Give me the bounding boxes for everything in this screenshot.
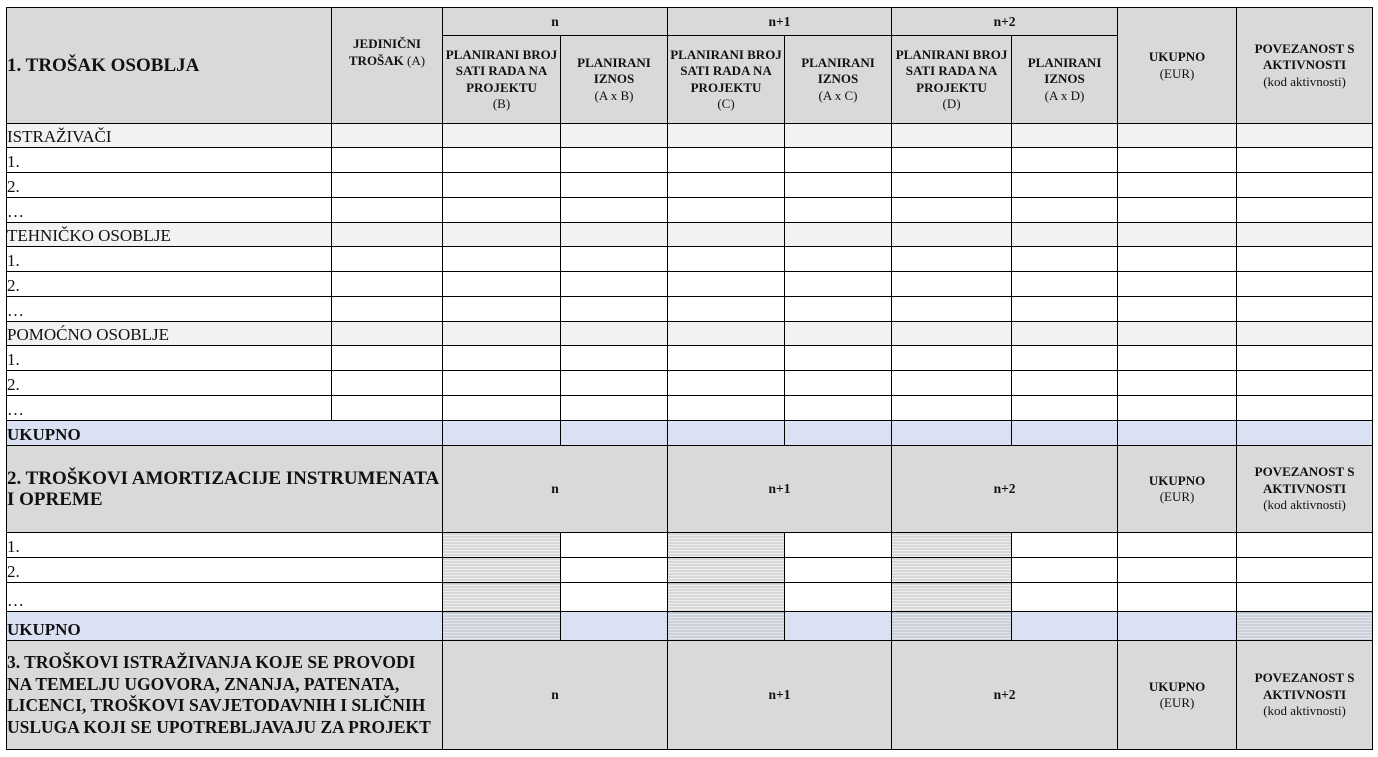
planned-amount-formula: (A x B) bbox=[594, 87, 634, 103]
row-label: 1. bbox=[7, 247, 332, 272]
input-cell[interactable] bbox=[1012, 198, 1118, 223]
group-label: ISTRAŽIVAČI bbox=[7, 124, 332, 148]
input-cell[interactable] bbox=[892, 272, 1012, 297]
disabled-cell bbox=[443, 583, 561, 612]
group-cell[interactable] bbox=[785, 223, 892, 247]
input-cell[interactable] bbox=[668, 198, 785, 223]
input-cell[interactable] bbox=[785, 247, 892, 272]
input-cell[interactable] bbox=[1118, 558, 1237, 583]
input-cell[interactable] bbox=[1237, 148, 1373, 173]
planned-amount-label: PLANIRANI IZNOS bbox=[801, 54, 875, 87]
total-cell[interactable] bbox=[1237, 421, 1373, 446]
planned-hours-code: (C) bbox=[717, 96, 735, 111]
input-cell[interactable] bbox=[892, 346, 1012, 371]
input-cell[interactable] bbox=[332, 346, 443, 371]
section2-total-row bbox=[7, 612, 1373, 641]
planned-amount-header-2 bbox=[1012, 36, 1118, 124]
activity-link-label: POVEZANOST S AKTIVNOSTI bbox=[1254, 670, 1355, 702]
planned-hours-header-1 bbox=[668, 36, 785, 124]
table-row bbox=[7, 583, 1373, 612]
input-cell[interactable] bbox=[332, 396, 443, 421]
input-cell[interactable] bbox=[1237, 558, 1373, 583]
input-cell[interactable] bbox=[332, 173, 443, 198]
input-cell[interactable] bbox=[561, 272, 668, 297]
input-cell[interactable] bbox=[785, 558, 892, 583]
group-cell[interactable] bbox=[1118, 124, 1237, 148]
group-cell[interactable] bbox=[668, 322, 785, 346]
input-cell[interactable] bbox=[1237, 396, 1373, 421]
input-cell[interactable] bbox=[785, 396, 892, 421]
total-cell[interactable] bbox=[1118, 612, 1237, 641]
section3-total-header bbox=[1118, 641, 1237, 750]
row-label: … bbox=[7, 583, 443, 612]
disabled-cell bbox=[668, 612, 785, 641]
section2-total-header bbox=[1118, 446, 1237, 533]
total-cell[interactable] bbox=[443, 421, 561, 446]
disabled-cell bbox=[443, 612, 561, 641]
planned-amount-label: PLANIRANI IZNOS bbox=[577, 54, 651, 87]
year-header-2: n+2 bbox=[892, 8, 1118, 36]
table-row bbox=[7, 247, 1373, 272]
input-cell[interactable] bbox=[1118, 297, 1237, 322]
table-row bbox=[7, 272, 1373, 297]
planned-amount-header-1 bbox=[785, 36, 892, 124]
input-cell[interactable] bbox=[1012, 371, 1118, 396]
planned-hours-header-0 bbox=[443, 36, 561, 124]
activity-link-sub: (kod aktivnosti) bbox=[1263, 73, 1346, 89]
disabled-cell bbox=[668, 583, 785, 612]
input-cell[interactable] bbox=[892, 173, 1012, 198]
input-cell[interactable] bbox=[785, 173, 892, 198]
input-cell[interactable] bbox=[332, 272, 443, 297]
section3-year-header-2: n+2 bbox=[892, 641, 1118, 750]
input-cell[interactable] bbox=[332, 198, 443, 223]
group-cell[interactable] bbox=[785, 124, 892, 148]
planned-amount-header-0 bbox=[561, 36, 668, 124]
section3-activity-link-header bbox=[1237, 641, 1373, 750]
group-cell[interactable] bbox=[332, 124, 443, 148]
section2-year-header-0: n bbox=[443, 446, 668, 533]
group-cell[interactable] bbox=[443, 124, 561, 148]
input-cell[interactable] bbox=[1237, 247, 1373, 272]
input-cell[interactable] bbox=[1118, 583, 1237, 612]
input-cell[interactable] bbox=[668, 148, 785, 173]
section3-header-row bbox=[7, 641, 1373, 750]
activity-link-label: POVEZANOST S AKTIVNOSTI bbox=[1254, 40, 1355, 73]
input-cell[interactable] bbox=[561, 371, 668, 396]
input-cell[interactable] bbox=[1012, 396, 1118, 421]
planned-amount-formula: (A x D) bbox=[1044, 87, 1085, 103]
section2-year-header-1: n+1 bbox=[668, 446, 892, 533]
input-cell[interactable] bbox=[1237, 272, 1373, 297]
group-row bbox=[7, 322, 1373, 346]
table-row bbox=[7, 148, 1373, 173]
input-cell[interactable] bbox=[1012, 148, 1118, 173]
row-label: … bbox=[7, 297, 332, 322]
group-cell[interactable] bbox=[443, 223, 561, 247]
group-cell[interactable] bbox=[1237, 223, 1373, 247]
group-cell[interactable] bbox=[1012, 124, 1118, 148]
input-cell[interactable] bbox=[332, 247, 443, 272]
section2-total-label: UKUPNO bbox=[7, 612, 443, 641]
disabled-cell bbox=[892, 583, 1012, 612]
input-cell[interactable] bbox=[561, 247, 668, 272]
input-cell[interactable] bbox=[1118, 198, 1237, 223]
section3-year-header-0: n bbox=[443, 641, 668, 750]
input-cell[interactable] bbox=[561, 396, 668, 421]
budget-table bbox=[6, 7, 1373, 750]
input-cell[interactable] bbox=[785, 297, 892, 322]
planned-hours-label: PLANIRANI BROJ SATI RADA NA PROJEKTU bbox=[895, 46, 1008, 95]
total-cell[interactable] bbox=[1012, 612, 1118, 641]
disabled-cell bbox=[443, 558, 561, 583]
group-row bbox=[7, 223, 1373, 247]
input-cell[interactable] bbox=[785, 583, 892, 612]
planned-hours-code: (B) bbox=[492, 96, 511, 111]
group-cell[interactable] bbox=[668, 223, 785, 247]
activity-link-header bbox=[1237, 8, 1373, 124]
row-label: 1. bbox=[7, 346, 332, 371]
input-cell[interactable] bbox=[1237, 371, 1373, 396]
input-cell[interactable] bbox=[892, 371, 1012, 396]
group-cell[interactable] bbox=[332, 223, 443, 247]
input-cell[interactable] bbox=[892, 396, 1012, 421]
input-cell[interactable] bbox=[443, 346, 561, 371]
input-cell[interactable] bbox=[668, 247, 785, 272]
table-row bbox=[7, 346, 1373, 371]
input-cell[interactable] bbox=[1237, 173, 1373, 198]
planned-hours-header-2 bbox=[892, 36, 1012, 124]
group-cell[interactable] bbox=[561, 322, 668, 346]
input-cell[interactable] bbox=[1237, 583, 1373, 612]
year-header-1: n+1 bbox=[668, 8, 892, 36]
input-cell[interactable] bbox=[1118, 533, 1237, 558]
group-cell[interactable] bbox=[1012, 223, 1118, 247]
table-row bbox=[7, 396, 1373, 421]
input-cell[interactable] bbox=[1012, 247, 1118, 272]
input-cell[interactable] bbox=[443, 247, 561, 272]
section1-title: 1. TROŠAK OSOBLJA bbox=[7, 8, 332, 124]
row-label: 2. bbox=[7, 558, 443, 583]
row-label: 2. bbox=[7, 371, 332, 396]
input-cell[interactable] bbox=[785, 533, 892, 558]
total-unit: (EUR) bbox=[1159, 695, 1195, 710]
row-label: … bbox=[7, 198, 332, 223]
input-cell[interactable] bbox=[1012, 533, 1118, 558]
input-cell[interactable] bbox=[892, 198, 1012, 223]
section2-header-row bbox=[7, 446, 1373, 533]
total-cell[interactable] bbox=[892, 421, 1012, 446]
input-cell[interactable] bbox=[1118, 173, 1237, 198]
input-cell[interactable] bbox=[892, 148, 1012, 173]
group-cell[interactable] bbox=[892, 223, 1012, 247]
total-unit: (EUR) bbox=[1159, 489, 1195, 504]
input-cell[interactable] bbox=[443, 198, 561, 223]
planned-hours-label: PLANIRANI BROJ SATI RADA NA PROJEKTU bbox=[445, 46, 558, 95]
input-cell[interactable] bbox=[785, 272, 892, 297]
planned-hours-label: PLANIRANI BROJ SATI RADA NA PROJEKTU bbox=[670, 46, 782, 95]
group-cell[interactable] bbox=[332, 322, 443, 346]
input-cell[interactable] bbox=[892, 297, 1012, 322]
total-label: UKUPNO bbox=[1148, 472, 1206, 488]
input-cell[interactable] bbox=[668, 396, 785, 421]
unit-cost-label: JEDINIČNI TROŠAK bbox=[348, 36, 421, 68]
planned-amount-label: PLANIRANI IZNOS bbox=[1027, 54, 1102, 87]
total-cell[interactable] bbox=[785, 421, 892, 446]
input-cell[interactable] bbox=[561, 297, 668, 322]
input-cell[interactable] bbox=[1012, 346, 1118, 371]
group-cell[interactable] bbox=[892, 124, 1012, 148]
input-cell[interactable] bbox=[561, 346, 668, 371]
input-cell[interactable] bbox=[1118, 272, 1237, 297]
row-label: 2. bbox=[7, 272, 332, 297]
section1-header-row-years bbox=[7, 8, 1373, 36]
planned-amount-formula: (A x C) bbox=[818, 87, 858, 103]
input-cell[interactable] bbox=[1237, 297, 1373, 322]
input-cell[interactable] bbox=[561, 173, 668, 198]
disabled-cell bbox=[668, 558, 785, 583]
row-label: 1. bbox=[7, 533, 443, 558]
input-cell[interactable] bbox=[443, 371, 561, 396]
table-row bbox=[7, 371, 1373, 396]
input-cell[interactable] bbox=[332, 371, 443, 396]
input-cell[interactable] bbox=[1012, 173, 1118, 198]
total-unit: (EUR) bbox=[1159, 65, 1195, 81]
total-label: UKUPNO bbox=[1148, 678, 1206, 694]
row-label: 1. bbox=[7, 148, 332, 173]
disabled-cell bbox=[1237, 612, 1373, 641]
disabled-cell bbox=[892, 533, 1012, 558]
section1-total-row bbox=[7, 421, 1373, 446]
input-cell[interactable] bbox=[1118, 346, 1237, 371]
group-cell[interactable] bbox=[1237, 124, 1373, 148]
year-header-0: n bbox=[443, 8, 668, 36]
table-row bbox=[7, 558, 1373, 583]
input-cell[interactable] bbox=[332, 148, 443, 173]
total-label: UKUPNO bbox=[1148, 49, 1206, 64]
input-cell[interactable] bbox=[1012, 558, 1118, 583]
activity-link-sub: (kod aktivnosti) bbox=[1263, 703, 1346, 719]
group-label: TEHNIČKO OSOBLJE bbox=[7, 223, 332, 247]
group-row bbox=[7, 124, 1373, 148]
group-cell[interactable] bbox=[668, 124, 785, 148]
input-cell[interactable] bbox=[332, 297, 443, 322]
table-row bbox=[7, 198, 1373, 223]
input-cell[interactable] bbox=[668, 297, 785, 322]
row-label: … bbox=[7, 396, 332, 421]
input-cell[interactable] bbox=[561, 198, 668, 223]
input-cell[interactable] bbox=[1237, 346, 1373, 371]
row-label: 2. bbox=[7, 173, 332, 198]
input-cell[interactable] bbox=[785, 371, 892, 396]
group-label: POMOĆNO OSOBLJE bbox=[7, 322, 332, 346]
input-cell[interactable] bbox=[1237, 533, 1373, 558]
input-cell[interactable] bbox=[1118, 371, 1237, 396]
section3-title: 3. TROŠKOVI ISTRAŽIVANJA KOJE SE PROVODI NA TEMELJU UGOVORA, ZNANJA, PATENATA, LICENCI, TROŠKOVI SAVJETODAVNIH I SLIČNIH USLUGA KOJI SE UPOTREBLJAVAJU ZA PROJEKT bbox=[7, 641, 443, 750]
input-cell[interactable] bbox=[1012, 583, 1118, 612]
total-cell[interactable] bbox=[561, 612, 668, 641]
input-cell[interactable] bbox=[892, 247, 1012, 272]
group-cell[interactable] bbox=[785, 322, 892, 346]
input-cell[interactable] bbox=[443, 272, 561, 297]
input-cell[interactable] bbox=[785, 346, 892, 371]
disabled-cell bbox=[892, 558, 1012, 583]
input-cell[interactable] bbox=[785, 148, 892, 173]
input-cell[interactable] bbox=[1118, 148, 1237, 173]
activity-link-sub: (kod aktivnosti) bbox=[1263, 497, 1346, 513]
disabled-cell bbox=[892, 612, 1012, 641]
unit-cost-code: (A) bbox=[407, 52, 426, 68]
unit-cost-header bbox=[332, 8, 443, 124]
input-cell[interactable] bbox=[443, 173, 561, 198]
input-cell[interactable] bbox=[1012, 272, 1118, 297]
group-cell[interactable] bbox=[1118, 322, 1237, 346]
group-cell[interactable] bbox=[1237, 322, 1373, 346]
input-cell[interactable] bbox=[668, 173, 785, 198]
section1-total-label: UKUPNO bbox=[7, 421, 443, 446]
planned-hours-code: (D) bbox=[942, 96, 961, 111]
total-cell[interactable] bbox=[561, 421, 668, 446]
input-cell[interactable] bbox=[561, 583, 668, 612]
total-cell[interactable] bbox=[668, 421, 785, 446]
input-cell[interactable] bbox=[561, 558, 668, 583]
section3-year-header-1: n+1 bbox=[668, 641, 892, 750]
group-cell[interactable] bbox=[1012, 322, 1118, 346]
table-row bbox=[7, 533, 1373, 558]
input-cell[interactable] bbox=[1118, 396, 1237, 421]
total-cell[interactable] bbox=[1118, 421, 1237, 446]
input-cell[interactable] bbox=[668, 272, 785, 297]
input-cell[interactable] bbox=[561, 533, 668, 558]
total-cell[interactable] bbox=[1012, 421, 1118, 446]
input-cell[interactable] bbox=[668, 346, 785, 371]
table-row bbox=[7, 297, 1373, 322]
input-cell[interactable] bbox=[561, 148, 668, 173]
input-cell[interactable] bbox=[668, 371, 785, 396]
group-cell[interactable] bbox=[892, 322, 1012, 346]
input-cell[interactable] bbox=[443, 297, 561, 322]
disabled-cell bbox=[668, 533, 785, 558]
disabled-cell bbox=[443, 533, 561, 558]
group-cell[interactable] bbox=[561, 223, 668, 247]
activity-link-label: POVEZANOST S AKTIVNOSTI bbox=[1254, 464, 1355, 496]
group-cell[interactable] bbox=[561, 124, 668, 148]
input-cell[interactable] bbox=[443, 148, 561, 173]
input-cell[interactable] bbox=[443, 396, 561, 421]
input-cell[interactable] bbox=[1012, 297, 1118, 322]
total-eur-header bbox=[1118, 8, 1237, 124]
total-cell[interactable] bbox=[785, 612, 892, 641]
section2-year-header-2: n+2 bbox=[892, 446, 1118, 533]
section2-activity-link-header bbox=[1237, 446, 1373, 533]
input-cell[interactable] bbox=[1118, 247, 1237, 272]
table-row bbox=[7, 173, 1373, 198]
input-cell[interactable] bbox=[785, 198, 892, 223]
section2-title: 2. TROŠKOVI AMORTIZACIJE INSTRUMENATA I OPREME bbox=[7, 446, 443, 533]
input-cell[interactable] bbox=[1237, 198, 1373, 223]
group-cell[interactable] bbox=[1118, 223, 1237, 247]
group-cell[interactable] bbox=[443, 322, 561, 346]
